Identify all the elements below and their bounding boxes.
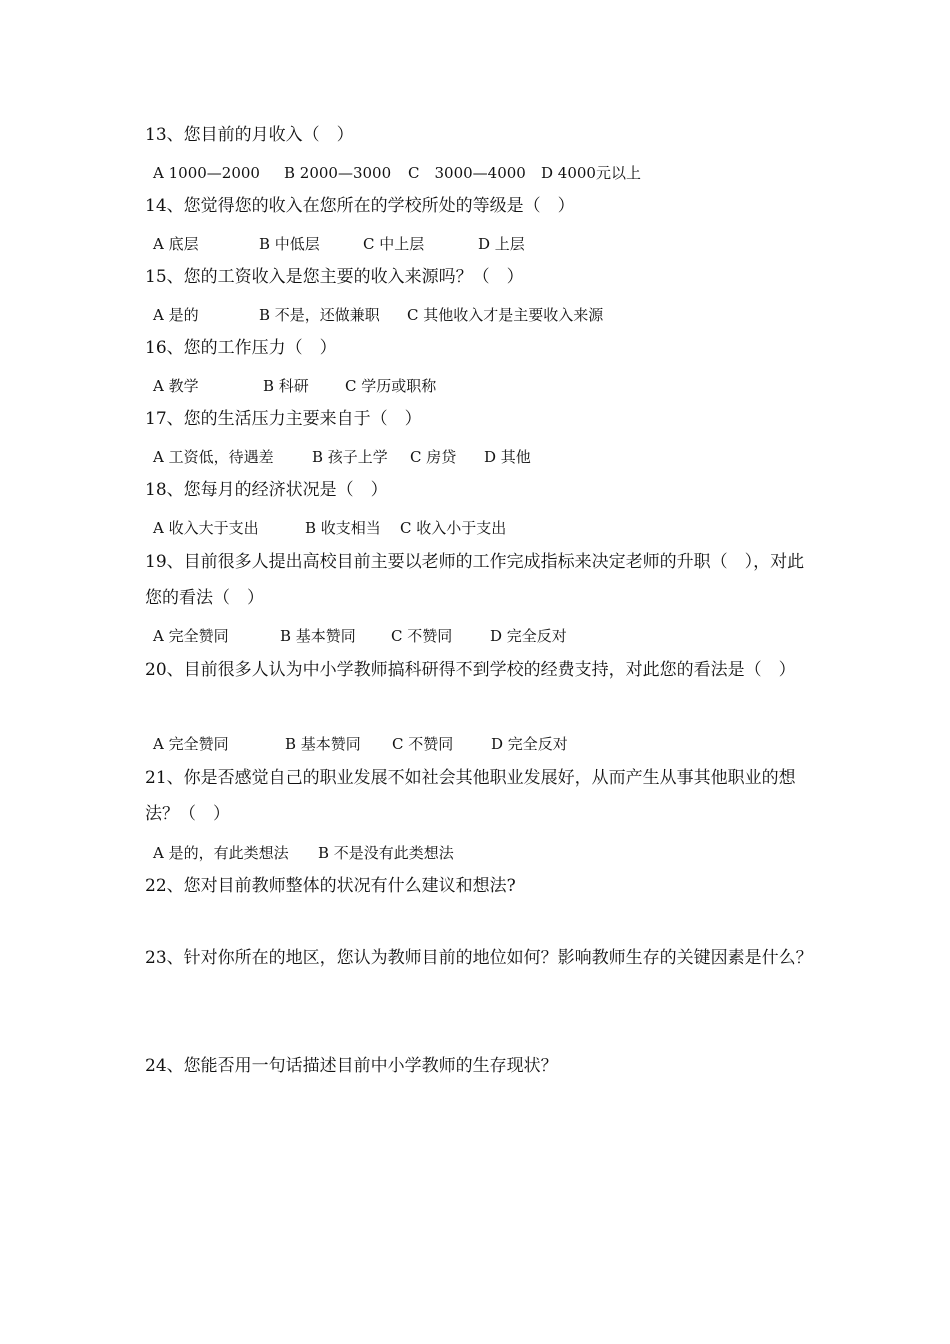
option-b: B 2000—3000 [284, 164, 392, 182]
option-b: B 科研 [263, 377, 309, 395]
question-13: 13、您目前的月收入（ ） [145, 125, 354, 145]
option-c: C 其他收入才是主要收入来源 [407, 306, 604, 324]
question-22: 22、您对目前教师整体的状况有什么建议和想法? [145, 876, 516, 896]
question-18: 18、您每月的经济状况是（ ） [145, 480, 388, 500]
option-b: B 基本赞同 [280, 627, 356, 645]
option-d: D 其他 [484, 448, 531, 466]
option-c: C 3000—4000 [408, 164, 526, 182]
option-b: B 孩子上学 [312, 448, 388, 466]
option-a: A 完全赞同 [153, 735, 229, 753]
option-a: A 是的 [153, 306, 199, 324]
option-b: B 不是，还做兼职 [259, 306, 380, 324]
option-a: A 收入大于支出 [153, 519, 259, 537]
question-16: 16、您的工作压力（ ） [145, 338, 337, 358]
question-19: 19、目前很多人提出高校目前主要以老师的工作完成指标来决定老师的升职（ ），对此您的看法（ ） [145, 552, 805, 608]
option-d: D 4000元以上 [541, 164, 641, 182]
option-a: A 工资低，待遇差 [153, 448, 274, 466]
option-a: A 是的，有此类想法 [153, 844, 289, 862]
option-a: A 教学 [153, 377, 199, 395]
option-c: C 中上层 [363, 235, 425, 253]
question-15: 15、您的工资收入是您主要的收入来源吗？（ ） [145, 267, 524, 287]
option-b: B 中低层 [259, 235, 320, 253]
question-14: 14、您觉得您的收入在您所在的学校所处的等级是（ ） [145, 196, 575, 216]
option-c: C 不赞同 [391, 627, 453, 645]
option-c: C 学历或职称 [345, 377, 437, 395]
option-a: A 1000—2000 [153, 164, 260, 182]
option-d: D 完全反对 [490, 627, 567, 645]
option-d: D 完全反对 [491, 735, 568, 753]
option-b: B 不是没有此类想法 [318, 844, 454, 862]
option-a: A 完全赞同 [153, 627, 229, 645]
question-21: 21、你是否感觉自己的职业发展不如社会其他职业发展好，从而产生从事其他职业的想法？（ ） [145, 768, 796, 824]
question-24: 24、您能否用一句话描述目前中小学教师的生存现状？ [145, 1056, 558, 1076]
option-c: C 不赞同 [392, 735, 454, 753]
question-20: 20、目前很多人认为中小学教师搞科研得不到学校的经费支持，对此您的看法是（ ） [145, 660, 796, 680]
option-c: C 收入小于支出 [400, 519, 507, 537]
option-c: C 房贷 [410, 448, 457, 466]
option-b: B 基本赞同 [285, 735, 361, 753]
option-a: A 底层 [153, 235, 199, 253]
option-b: B 收支相当 [305, 519, 381, 537]
question-17: 17、您的生活压力主要来自于（ ） [145, 409, 422, 429]
question-23: 23、针对你所在的地区，您认为教师目前的地位如何？影响教师生存的关键因素是什么？ [145, 948, 813, 968]
option-d: D 上层 [478, 235, 525, 253]
